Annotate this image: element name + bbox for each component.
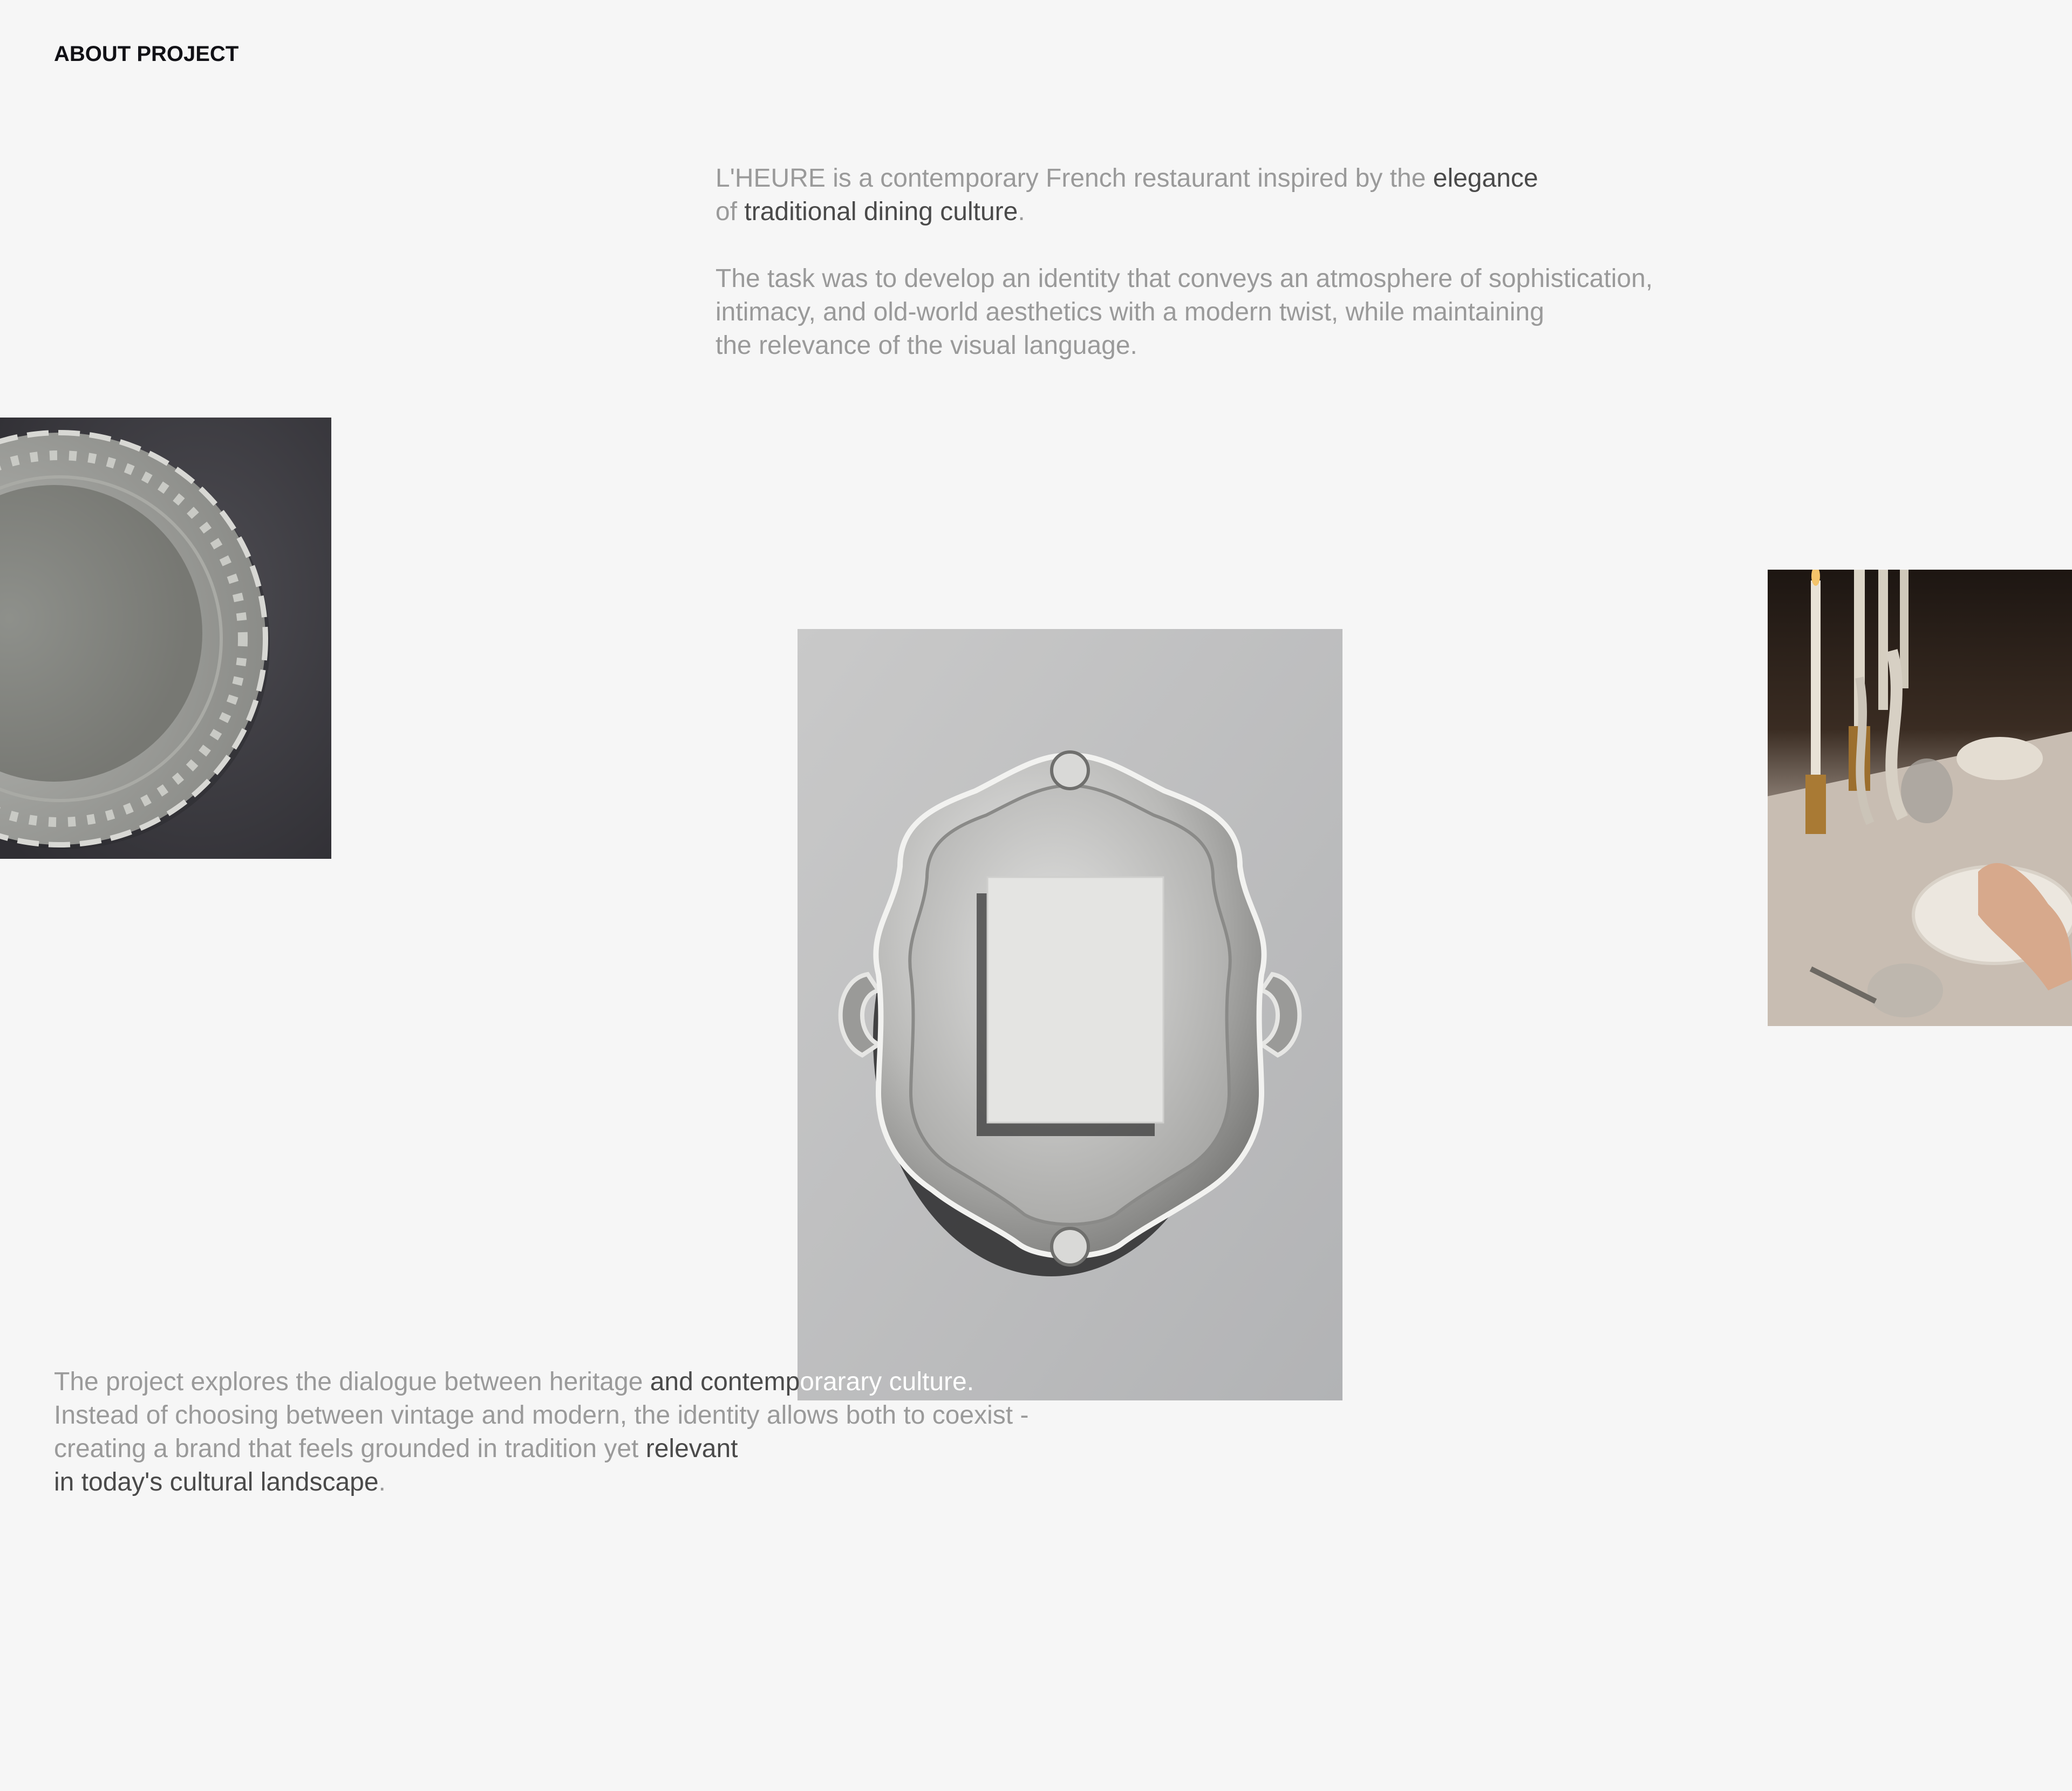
intro-text: L'HEURE is a contemporary French restaurant inspired by the xyxy=(715,164,1433,193)
intro-highlight-culture: traditional dining culture xyxy=(744,197,1018,226)
task-line-2: intimacy, and old-world aesthetics with a modern twist, while maintaining xyxy=(715,298,1544,326)
section-title: ABOUT PROJECT xyxy=(54,42,239,66)
intro-line-1 xyxy=(715,162,1538,195)
task-paragraph xyxy=(715,262,1653,363)
plate-image xyxy=(0,418,331,859)
dialogue-paragraph xyxy=(54,1365,1028,1499)
task-line-1: The task was to develop an identity that conveys an atmosphere of sophistication, xyxy=(715,264,1653,293)
table-photo xyxy=(1768,570,2072,1026)
table-image xyxy=(1768,570,2072,1026)
tray-photo xyxy=(798,629,1342,1400)
dialogue-text: . xyxy=(378,1468,386,1496)
dialogue-highlight-landscape: in today's cultural landscape xyxy=(54,1468,379,1496)
dialogue-line-2: Instead of choosing between vintage and modern, the identity allows both to coexist - xyxy=(54,1401,1029,1430)
intro-text: . xyxy=(1018,197,1025,226)
tray-image xyxy=(798,629,1342,1400)
intro-text: of xyxy=(715,197,745,226)
plate-photo xyxy=(0,418,331,859)
intro-line-2 xyxy=(715,195,1538,229)
intro-paragraph xyxy=(715,162,1538,229)
dialogue-highlight-contemporary: and contemp xyxy=(650,1368,800,1396)
dialogue-highlight-culture: orarary culture. xyxy=(800,1368,974,1396)
dialogue-line-3 xyxy=(54,1432,1028,1466)
dialogue-text: creating a brand that feels grounded in tradition yet xyxy=(54,1434,646,1463)
dialogue-line-1 xyxy=(54,1365,1028,1399)
task-line-3: the relevance of the visual language. xyxy=(715,331,1137,360)
intro-highlight-elegance: elegance xyxy=(1433,164,1538,193)
dialogue-line-4 xyxy=(54,1466,1028,1499)
dialogue-text: The project explores the dialogue between heritage xyxy=(54,1368,650,1396)
dialogue-highlight-relevant: relevant xyxy=(645,1434,738,1463)
